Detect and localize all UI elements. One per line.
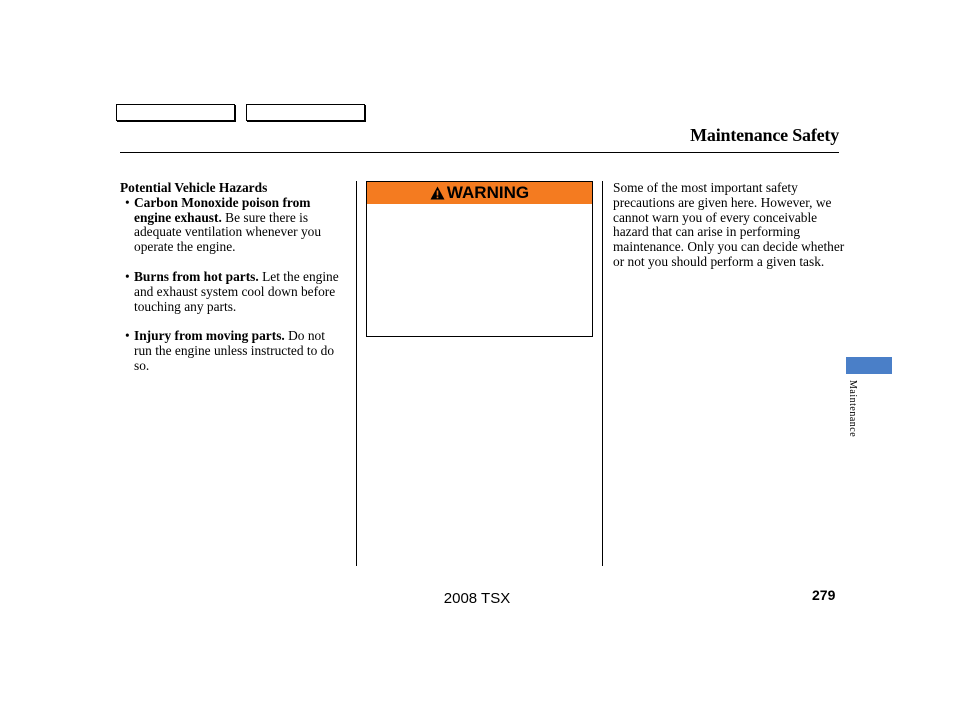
intro-paragraph: Some of the most important safety precautions are given here. However, we cannot warn you of every conceivable hazard that can arise in performing maintenance. Only you can decide whether or not you should perform a given task. [613, 180, 845, 269]
hazard-text: Let the engine and exhaust system cool down before touching any parts. [134, 268, 339, 314]
warning-label: WARNING [446, 183, 530, 202]
warning-header [367, 182, 592, 204]
bullet-icon: • [125, 268, 130, 284]
warning-box [366, 181, 593, 337]
hazards-column [120, 181, 342, 389]
hazard-title: Carbon Monoxide poison from engine exhaust. [134, 194, 311, 225]
hazard-text: Be sure there is adequate ventilation whenever you operate the engine. [134, 209, 322, 255]
hazard-title: Burns from hot parts. [134, 268, 259, 284]
nav-button-1[interactable] [116, 104, 235, 121]
page-number: 279 [812, 587, 836, 603]
hazard-item [120, 329, 342, 373]
hazard-title: Injury from moving parts. [134, 328, 285, 344]
hazard-item [120, 270, 342, 314]
nav-button-2[interactable] [246, 104, 365, 121]
column-divider [356, 181, 357, 566]
column-divider [602, 181, 603, 566]
hazards-heading: Potential Vehicle Hazards [120, 180, 268, 195]
bullet-icon: • [125, 194, 130, 210]
warning-triangle-icon [430, 186, 445, 200]
section-tab[interactable] [846, 357, 892, 374]
hazard-text: Do not run the engine unless instructed to do so. [134, 328, 335, 373]
section-label: Maintenance [847, 380, 858, 438]
footer-model: 2008 TSX [443, 590, 511, 607]
hazard-item [120, 196, 342, 255]
bullet-icon: • [125, 328, 130, 344]
page-title: Maintenance Safety [690, 125, 839, 145]
title-divider [120, 152, 839, 153]
